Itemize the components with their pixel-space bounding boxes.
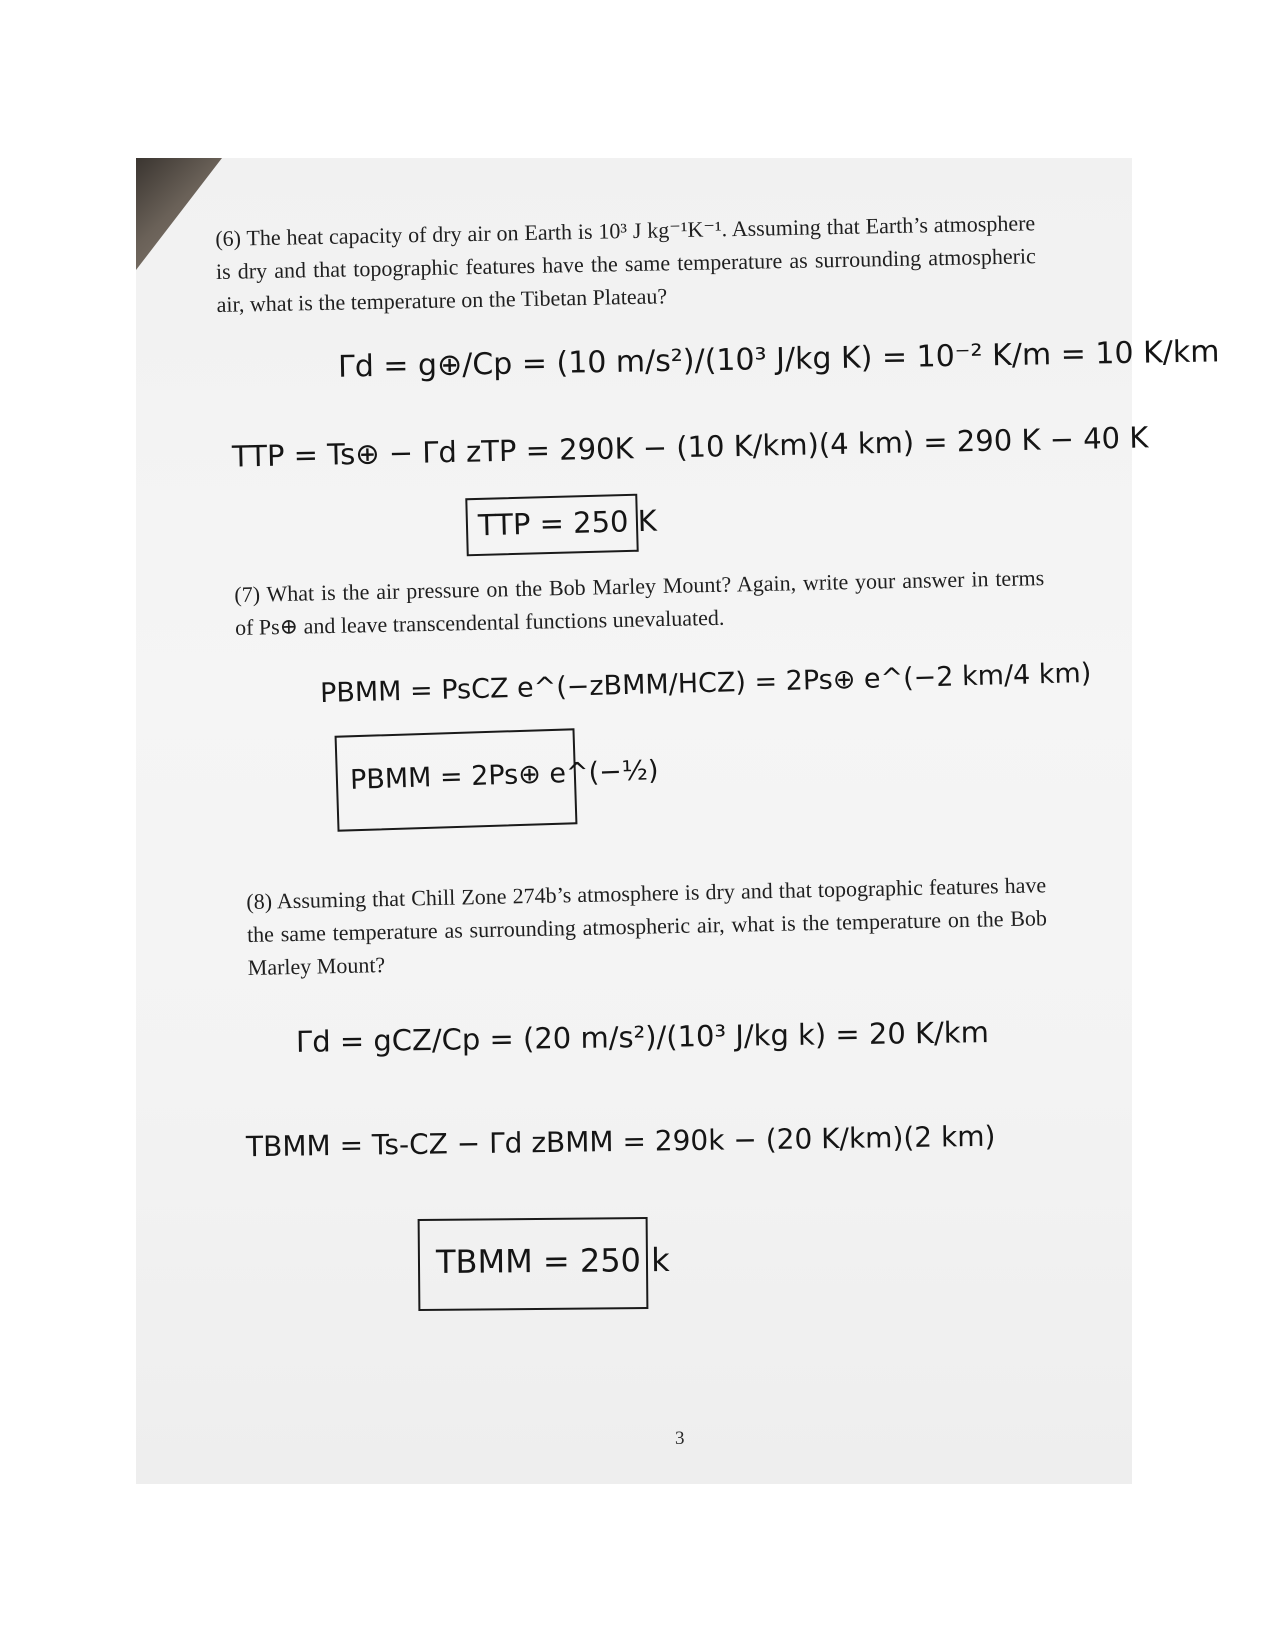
problem-7-answer: PBMM = 2Ps⊕ e^(−½) <box>349 755 659 796</box>
problem-8-work-line-2: TBMM = Ts-CZ − Γd zBMM = 290k − (20 K/km)(2 km) <box>245 1119 996 1164</box>
problem-8-work-line-1: Γd = gCZ/Cp = (20 m/s²)/(10³ J/kg k) = 20 K/km <box>295 1015 990 1059</box>
problem-6-answer: TTP = 250 K <box>477 503 658 543</box>
problem-8-question: (8) Assuming that Chill Zone 274b’s atmosphere is dry and that topographic features have the same temperature as surrounding atmospheric air, what is the temperature on the Bob Marley Mount? <box>246 872 1048 980</box>
problem-8-answer: TBMM = 250 k <box>435 1240 670 1282</box>
problem-7-question: (7) What is the air pressure on the Bob Marley Mount? Again, write your answer in terms of Ps⊕ and leave transcendental functions unevaluated. <box>234 565 1045 640</box>
problem-6-work-line-2: TTP = Ts⊕ − Γd zTP = 290K − (10 K/km)(4 km) = 290 K − 40 K <box>231 420 1149 474</box>
problem-6-work-line-1: Γd = g⊕/Cp = (10 m/s²)/(10³ J/kg K) = 10⁻² K/m = 10 K/km <box>337 334 1220 385</box>
problem-6-question: (6) The heat capacity of dry air on Earth is 10³ J kg⁻¹K⁻¹. Assuming that Earth’s atmosphere is dry and that topographic features have the same temperature as surrounding atmospheric air, what is the temperature on the Tibetan Plateau? <box>215 210 1037 317</box>
problem-7-work-line-1: PBMM = PsCZ e^(−zBMM/HCZ) = 2Ps⊕ e^(−2 km/4 km) <box>319 657 1092 710</box>
page-number: 3 <box>675 1428 685 1449</box>
